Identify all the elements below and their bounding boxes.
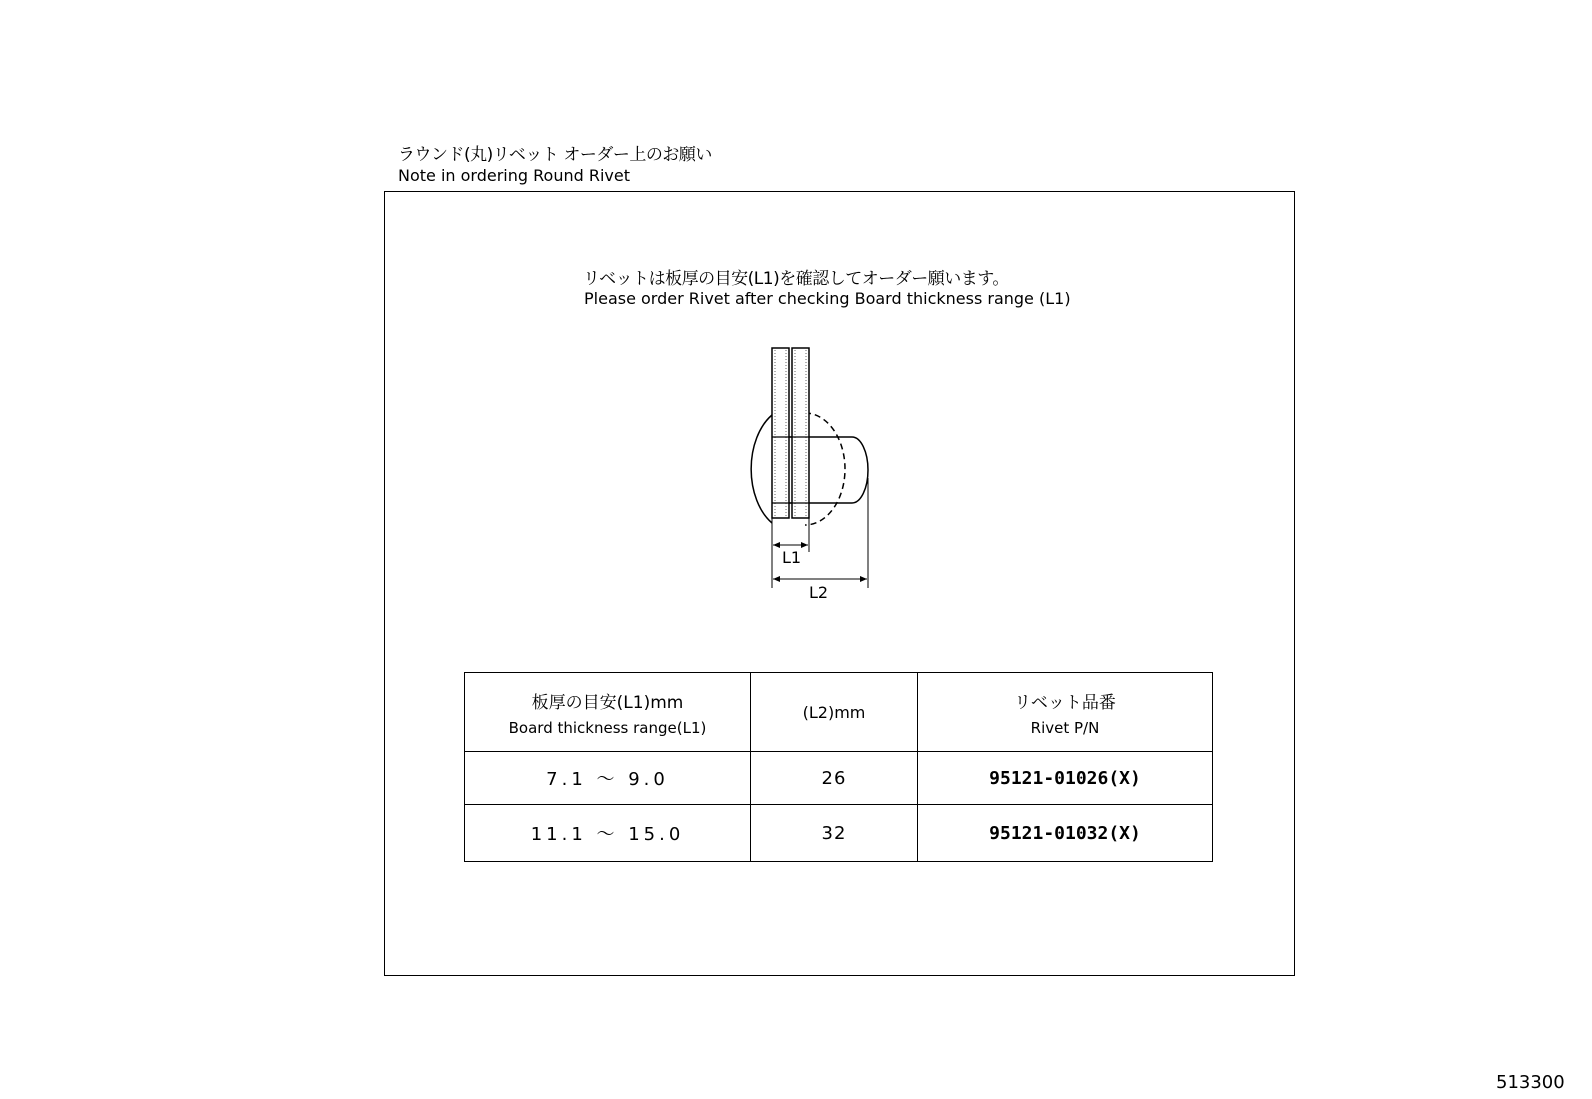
cell-range: 11.1 ～ 15.0 [465, 805, 751, 862]
header-rivet-pn-en: Rivet P/N [1030, 718, 1100, 737]
rivet-formed-head [805, 413, 845, 525]
document-id: 513300 [1496, 1072, 1565, 1093]
header-board-thickness-en: Board thickness range(L1) [508, 718, 707, 737]
header-rivet-pn [918, 673, 1213, 752]
header-board-thickness-ja: 板厚の目安(L1)mm [531, 692, 684, 713]
header-rivet-pn-ja: リベット品番 [1014, 692, 1116, 713]
cell-part-number: 95121-01032(X) [918, 805, 1213, 862]
table-row [465, 752, 1213, 805]
cell-l2: 26 [751, 752, 918, 805]
rivet-head [751, 415, 772, 523]
header-board-thickness [465, 673, 751, 752]
l2-label: L2 [809, 583, 829, 602]
header-l2-label: (L2)mm [802, 702, 866, 722]
cell-part-number: 95121-01026(X) [918, 752, 1213, 805]
cell-range: 7.1 ～ 9.0 [465, 752, 751, 805]
table-header-row [465, 673, 1213, 752]
table-row [465, 805, 1213, 862]
page-title-ja: ラウンド(丸)リベット オーダー上のお願い [398, 145, 712, 165]
order-note-en: Please order Rivet after checking Board thickness range (L1) [584, 289, 1071, 308]
board-plate-1 [772, 348, 789, 518]
l1-label: L1 [782, 548, 802, 567]
header-l2 [751, 673, 918, 752]
rivet-diagram [720, 345, 880, 605]
rivet-spec-table [464, 672, 1213, 862]
board-plate-2 [792, 348, 809, 518]
page-title-en: Note in ordering Round Rivet [398, 166, 630, 185]
cell-l2: 32 [751, 805, 918, 862]
order-note-ja: リベットは板厚の目安(L1)を確認してオーダー願います。 [583, 269, 1009, 289]
